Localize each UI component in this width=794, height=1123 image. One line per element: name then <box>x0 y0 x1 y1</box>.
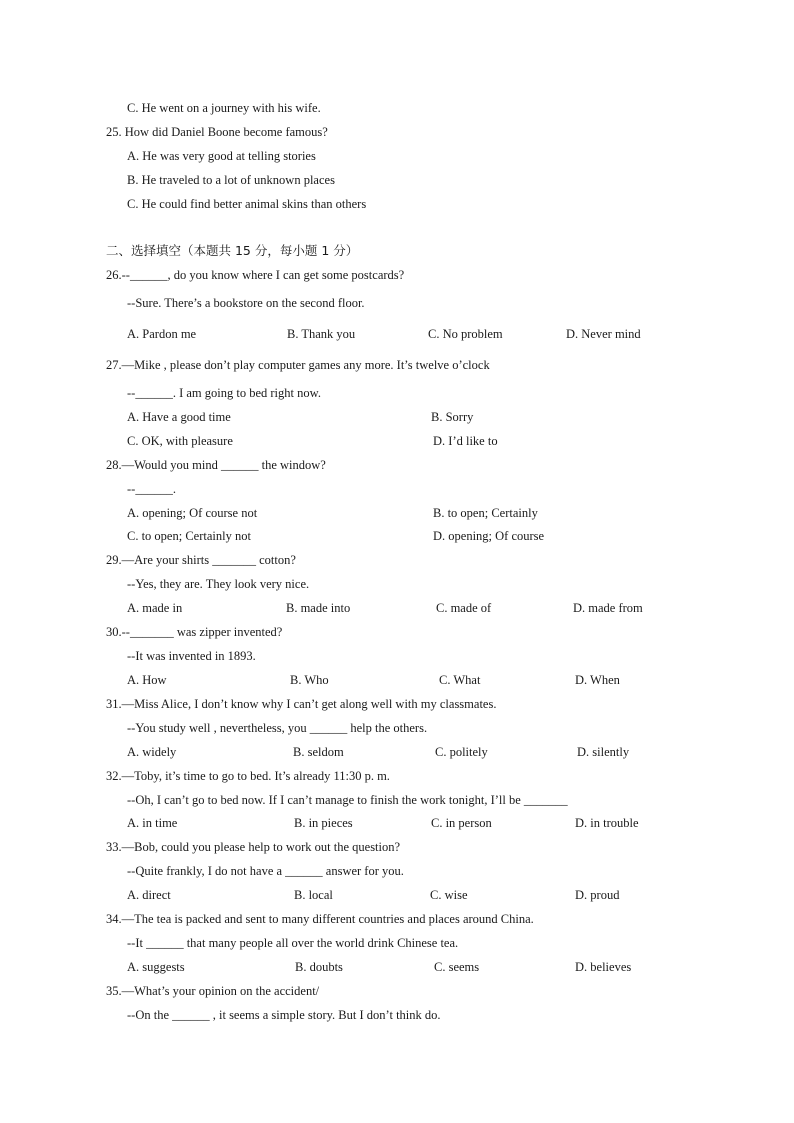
q32-option-d: D. in trouble <box>575 816 639 830</box>
q27-reply: --______. I am going to bed right now. <box>127 386 321 400</box>
q25-stem: 25. How did Daniel Boone become famous? <box>106 125 328 139</box>
q30-option-c: C. What <box>439 673 481 687</box>
q31-option-d: D. silently <box>577 745 630 759</box>
q28-stem: 28.—Would you mind ______ the window? <box>106 458 326 472</box>
q30-stem: 30.--_______ was zipper invented? <box>106 625 283 639</box>
q28-option-d: D. opening; Of course <box>433 529 545 543</box>
q29-option-a: A. made in <box>127 601 183 615</box>
q32-option-c: C. in person <box>431 816 492 830</box>
q29-option-c: C. made of <box>436 601 492 615</box>
q31-option-a: A. widely <box>127 745 177 759</box>
q35-stem: 35.—What’s your opinion on the accident/ <box>106 984 320 998</box>
q30-option-b: B. Who <box>290 673 329 687</box>
q26-option-c: C. No problem <box>428 327 503 341</box>
q31-option-c: C. politely <box>435 745 488 759</box>
q31-stem: 31.—Miss Alice, I don’t know why I can’t get along well with my classmates. <box>106 697 497 711</box>
q31-reply: --You study well , nevertheless, you ______ help the others. <box>127 721 428 735</box>
q33-reply: --Quite frankly, I do not have a ______ answer for you. <box>127 864 404 878</box>
q30-reply: --It was invented in 1893. <box>127 649 256 663</box>
q33-option-c: C. wise <box>430 888 468 902</box>
q26-option-d: D. Never mind <box>566 327 641 341</box>
q29-reply: --Yes, they are. They look very nice. <box>127 577 310 591</box>
q26-option-b: B. Thank you <box>287 327 356 341</box>
q30-option-d: D. When <box>575 673 620 687</box>
q25-option-c: C. He could find better animal skins than others <box>127 197 367 211</box>
q35-reply: --On the ______ , it seems a simple story. But I don’t think do. <box>127 1008 441 1022</box>
q34-reply: --It ______ that many people all over the world drink Chinese tea. <box>127 936 459 950</box>
q28-option-b: B. to open; Certainly <box>433 506 538 520</box>
q33-option-d: D. proud <box>575 888 620 902</box>
q34-stem: 34.—The tea is packed and sent to many different countries and places around China. <box>106 912 534 926</box>
q26-stem: 26.--______, do you know where I can get some postcards? <box>106 268 405 282</box>
section-heading: 二、选择填空（本题共 15 分，每小题 1 分） <box>106 243 359 258</box>
q27-option-d: D. I’d like to <box>433 434 498 448</box>
q25-option-a: A. He was very good at telling stories <box>127 149 316 163</box>
q31-option-b: B. seldom <box>293 745 344 759</box>
q32-option-b: B. in pieces <box>294 816 353 830</box>
q33-stem: 33.—Bob, could you please help to work out the question? <box>106 840 401 854</box>
q29-stem: 29.—Are your shirts _______ cotton? <box>106 553 296 567</box>
q29-option-d: D. made from <box>573 601 643 615</box>
q26-option-a: A. Pardon me <box>127 327 197 341</box>
q27-option-c: C. OK, with pleasure <box>127 434 233 448</box>
q28-option-a: A. opening; Of course not <box>127 506 258 520</box>
q34-option-c: C. seems <box>434 960 480 974</box>
q27-option-b: B. Sorry <box>431 410 474 424</box>
q34-option-a: A. suggests <box>127 960 185 974</box>
q34-option-b: B. doubts <box>295 960 343 974</box>
q24-option-c: C. He went on a journey with his wife. <box>127 101 321 115</box>
q33-option-a: A. direct <box>127 888 171 902</box>
q32-reply: --Oh, I can’t go to bed now. If I can’t manage to finish the work tonight, I’ll be _______ <box>127 793 568 807</box>
q30-option-a: A. How <box>127 673 167 687</box>
q25-option-b: B. He traveled to a lot of unknown places <box>127 173 335 187</box>
q32-stem: 32.—Toby, it’s time to go to bed. It’s already 11:30 p. m. <box>106 769 390 783</box>
q26-reply: --Sure. There’s a bookstore on the second floor. <box>127 296 365 310</box>
q32-option-a: A. in time <box>127 816 178 830</box>
q27-option-a: A. Have a good time <box>127 410 231 424</box>
q28-option-c: C. to open; Certainly not <box>127 529 251 543</box>
q34-option-d: D. believes <box>575 960 632 974</box>
q33-option-b: B. local <box>294 888 333 902</box>
q27-stem: 27.—Mike , please don’t play computer games any more. It’s twelve o’clock <box>106 358 490 372</box>
q28-reply: --______. <box>127 482 176 496</box>
q29-option-b: B. made into <box>286 601 351 615</box>
